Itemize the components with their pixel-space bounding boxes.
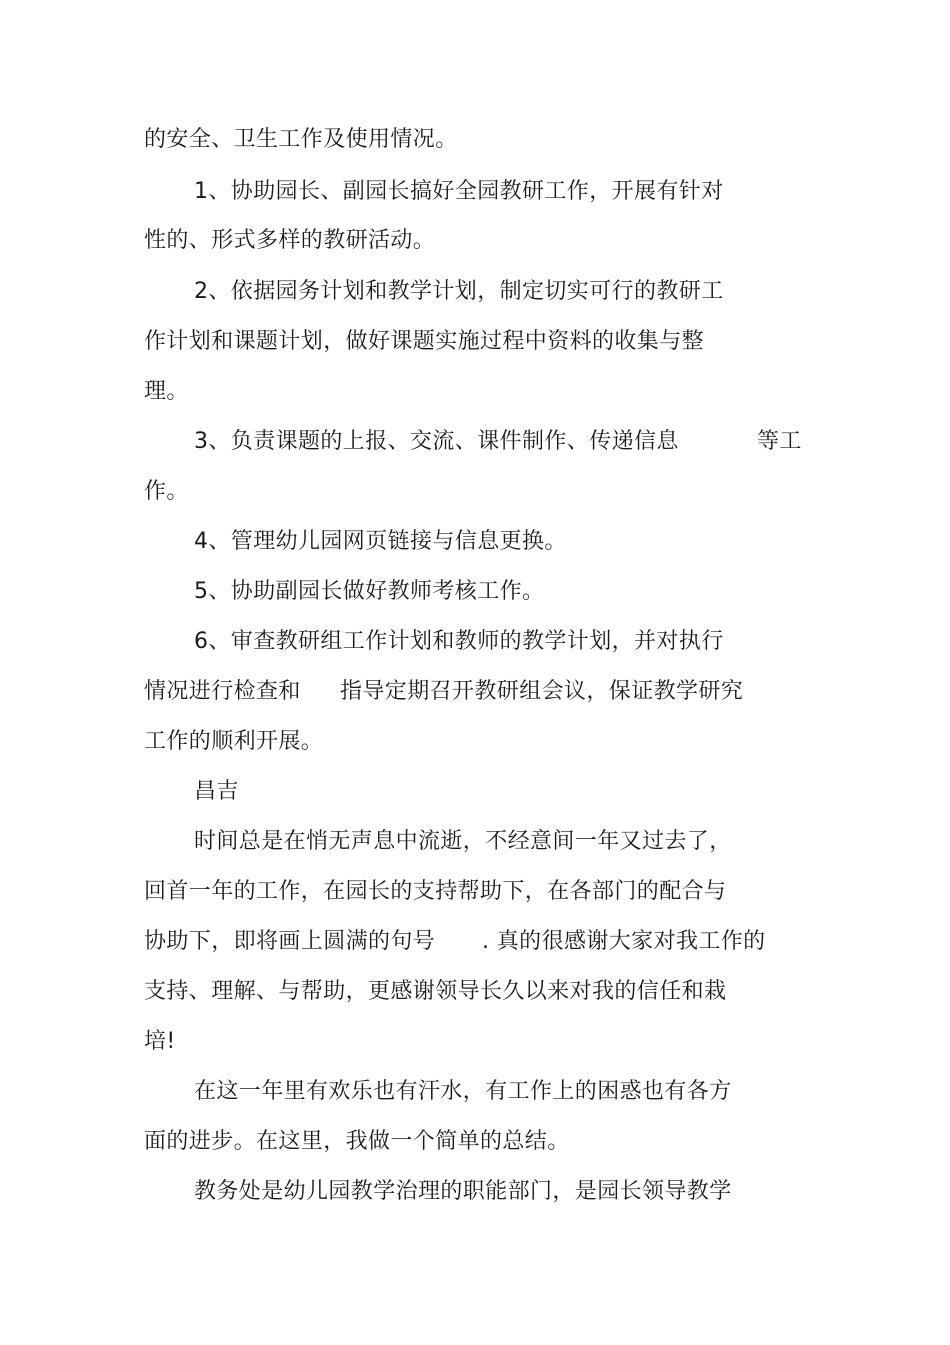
text-line: 在这一年里有欢乐也有汗水，有工作上的困惑也有各方 [194,1079,732,1104]
text-line: 昌吉 [194,779,239,804]
text-line: 工作的顺利开展。 [144,729,324,754]
text-line: 的安全、卫生工作及使用情况。 [144,127,458,152]
text-line: 作。 [144,479,189,504]
text-line: 协助下，即将画上圆满的句号 [144,929,436,954]
text-line: . 真的很感谢大家对我工作的 [482,929,766,954]
text-line: 情况进行检查和 [144,679,301,704]
text-line: 支持、理解、与帮助，更感谢领导长久以来对我的信任和栽 [144,979,727,1004]
text-line: 教务处是幼儿园教学治理的职能部门，是园长领导教学 [194,1179,732,1204]
text-line: 5、协助副园长做好教师考核工作。 [194,579,545,604]
text-line: 作计划和课题计划，做好课题实施过程中资料的收集与整 [144,329,705,354]
text-line: 面的进步。在这里，我做一个简单的总结。 [144,1129,570,1154]
text-line: 3、负责课题的上报、交流、课件制作、传递信息 [194,429,679,454]
text-line: 理。 [144,379,189,404]
text-line: 6、审查教研组工作计划和教师的教学计划，并对执行 [194,629,724,654]
text-line: 等工 [757,429,802,454]
text-line: 指导定期召开教研组会议，保证教学研究 [340,679,744,704]
text-line: 4、管理幼儿园网页链接与信息更换。 [194,529,567,554]
text-line: 2、依据园务计划和教学计划，制定切实可行的教研工 [194,279,724,304]
text-line: 培! [144,1029,176,1054]
text-line: 1、协助园长、副园长搞好全园教研工作，开展有针对 [194,179,724,204]
text-line: 时间总是在悄无声息中流逝，不经意间一年又过去了， [194,829,732,854]
text-line: 性的、形式多样的教研活动。 [144,228,436,253]
text-line: 回首一年的工作，在园长的支持帮助下，在各部门的配合与 [144,879,727,904]
